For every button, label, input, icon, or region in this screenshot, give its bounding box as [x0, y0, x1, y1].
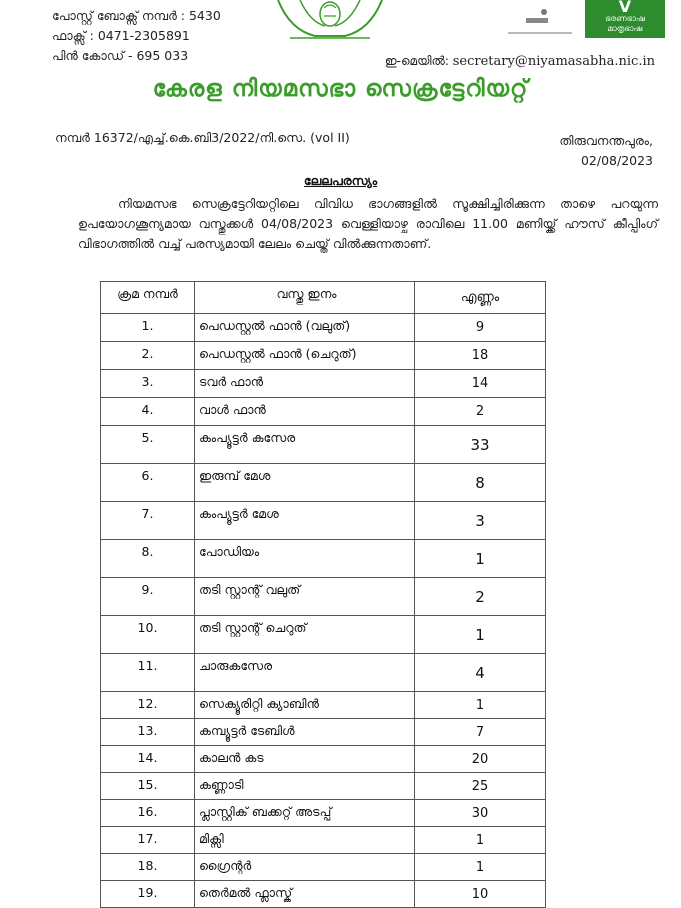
table-row — [101, 827, 546, 854]
row-item: കാലൻ കട — [195, 746, 415, 773]
pobox-text: പോസ്റ്റ് ബോക്സ് നമ്പർ : 5430 — [52, 8, 221, 23]
row-count: 2 — [415, 398, 546, 426]
row-count: 4 — [415, 654, 546, 692]
row-count: 2 — [415, 578, 546, 616]
header-count: എണ്ണം — [415, 282, 546, 314]
place-text: തിരുവനന്തപുരം, — [559, 133, 653, 148]
items-table — [100, 281, 546, 908]
contact-block — [52, 6, 221, 66]
row-count: 7 — [415, 719, 546, 746]
row-serial: 18. — [101, 854, 195, 881]
row-item: വാൾ ഫാൻ — [195, 398, 415, 426]
notice-heading: ലേലപരസ്യം — [303, 173, 378, 188]
header-serial: ക്രമ നമ്പർ — [101, 282, 195, 314]
row-item: തെർമൽ ഫ്ലാസ്ക് — [195, 881, 415, 908]
document-title: കേരള നിയമസഭാ സെക്രട്ടേറിയറ്റ് — [152, 76, 529, 102]
table-row — [101, 502, 546, 540]
row-serial: 16. — [101, 800, 195, 827]
row-count: 25 — [415, 773, 546, 800]
row-count: 33 — [415, 426, 546, 464]
pincode-text: പിൻ കോഡ് - 695 033 — [52, 48, 189, 63]
row-count: 9 — [415, 314, 546, 342]
table-row — [101, 800, 546, 827]
table-row — [101, 578, 546, 616]
row-item: ഗ്രൈന്റർ — [195, 854, 415, 881]
row-item: കംപ്യൂട്ടർ കസേര — [195, 426, 415, 464]
email-value: secretary@niyamasabha.nic.in — [452, 54, 655, 69]
table-row — [101, 342, 546, 370]
row-item: ഇരുമ്പ് മേശ — [195, 464, 415, 502]
row-item: പ്ലാസ്റ്റിക് ബക്കറ്റ് അടപ്പ് — [195, 800, 415, 827]
table-row — [101, 692, 546, 719]
row-serial: 2. — [101, 342, 195, 370]
row-count: 14 — [415, 370, 546, 398]
row-serial: 13. — [101, 719, 195, 746]
table-row — [101, 540, 546, 578]
row-serial: 8. — [101, 540, 195, 578]
table-row — [101, 773, 546, 800]
row-item: പെഡസ്റ്റൽ ഫാൻ (വലുത്) — [195, 314, 415, 342]
row-serial: 3. — [101, 370, 195, 398]
language-logo-icon — [500, 0, 580, 40]
row-serial: 12. — [101, 692, 195, 719]
row-item: പെഡസ്റ്റൽ ഫാൻ (ചെറുത്) — [195, 342, 415, 370]
row-serial: 1. — [101, 314, 195, 342]
email-line — [385, 54, 655, 69]
fax-text: ഫാക്സ് : 0471-2305891 — [52, 28, 190, 43]
row-count: 3 — [415, 502, 546, 540]
state-emblem-icon — [270, 0, 390, 40]
table-row — [101, 881, 546, 908]
row-count: 1 — [415, 854, 546, 881]
row-item: കംപ്യൂട്ടർ മേശ — [195, 502, 415, 540]
email-label: ഇ-മെയിൽ: — [384, 54, 449, 68]
row-count: 20 — [415, 746, 546, 773]
badge-line1: ഭരണഭാഷ — [605, 14, 645, 23]
row-count: 1 — [415, 692, 546, 719]
notice-body-text: നിയമസഭ സെക്രട്ടേറിയറ്റിലെ വിവിധ ഭാഗങ്ങളിൽ സൂക്ഷിച്ചിരിക്കുന്ന താഴെ പറയുന്ന ഉപയോഗശൂന്യമായ വസ്തുക്കൾ 04/08/2023 വെള്ളിയാഴ്ച രാവിലെ 11.00 മണിയ്ക്ക് ഹൗസ് കീപ്പിംഗ് വിഭാഗത്തിൽ വച്ച് പരസ്യമായി ലേലം ചെയ്ത് വിൽക്കുന്നതാണ്. — [78, 196, 658, 251]
table-row — [101, 398, 546, 426]
table-row — [101, 314, 546, 342]
official-language-badge — [585, 0, 665, 38]
table-row — [101, 746, 546, 773]
row-serial: 6. — [101, 464, 195, 502]
row-serial: 11. — [101, 654, 195, 692]
row-serial: 10. — [101, 616, 195, 654]
badge-line2: മാതൃഭാഷ — [607, 24, 643, 33]
row-serial: 15. — [101, 773, 195, 800]
row-count: 8 — [415, 464, 546, 502]
notice-body — [78, 194, 658, 254]
row-item: പോഡിയം — [195, 540, 415, 578]
table-row — [101, 854, 546, 881]
row-serial: 4. — [101, 398, 195, 426]
date-text: 02/08/2023 — [580, 153, 653, 168]
row-serial: 5. — [101, 426, 195, 464]
row-serial: 9. — [101, 578, 195, 616]
row-item: കണ്ണാടി — [195, 773, 415, 800]
row-item: ചാരുകസേര — [195, 654, 415, 692]
row-count: 30 — [415, 800, 546, 827]
row-serial: 7. — [101, 502, 195, 540]
header-item: വസ്തു ഇനം — [195, 282, 415, 314]
table-row — [101, 426, 546, 464]
row-count: 1 — [415, 827, 546, 854]
row-item: ടവർ ഫാൻ — [195, 370, 415, 398]
table-row — [101, 719, 546, 746]
table-row — [101, 370, 546, 398]
row-serial: 14. — [101, 746, 195, 773]
row-serial: 19. — [101, 881, 195, 908]
reference-number: നമ്പർ 16372/എച്ച്.കെ.ബി3/2022/നി.സെ. (vol II) — [55, 130, 350, 145]
table-row — [101, 654, 546, 692]
row-count: 1 — [415, 616, 546, 654]
row-item: തടി സ്റ്റാന്റ് ചെറുത് — [195, 616, 415, 654]
place-date-block — [559, 131, 653, 171]
table-row — [101, 616, 546, 654]
row-item: കമ്പ്യൂട്ടർ ടേബിൾ — [195, 719, 415, 746]
badge-v-icon: V — [618, 0, 632, 16]
table-header-row — [101, 282, 546, 314]
table-row — [101, 464, 546, 502]
row-count: 1 — [415, 540, 546, 578]
row-serial: 17. — [101, 827, 195, 854]
row-item: സെക്യൂരിറ്റി ക്യാബിൻ — [195, 692, 415, 719]
row-count: 10 — [415, 881, 546, 908]
row-item: തടി സ്റ്റാന്റ് വലുത് — [195, 578, 415, 616]
row-item: മിക്സി — [195, 827, 415, 854]
row-count: 18 — [415, 342, 546, 370]
